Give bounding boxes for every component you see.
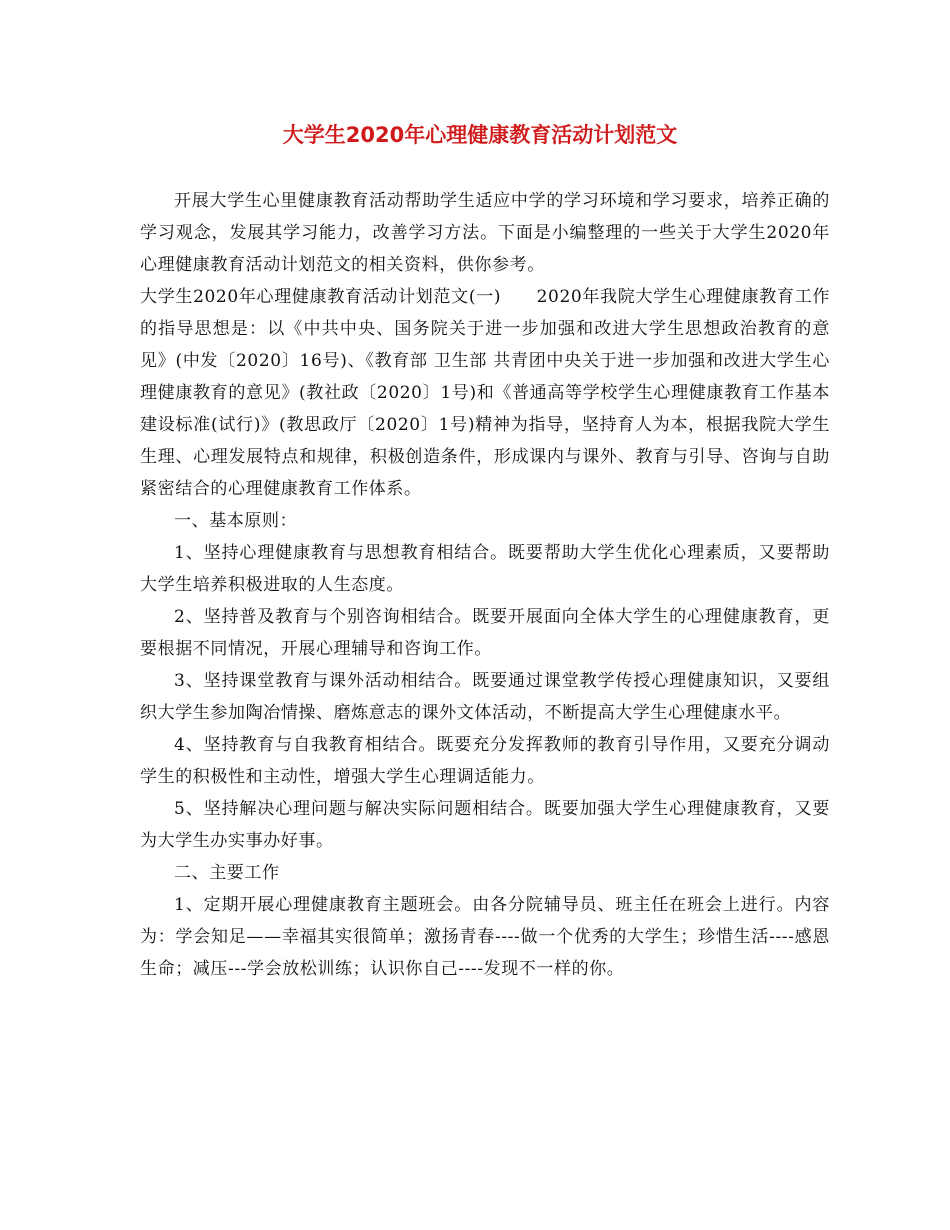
paragraph-principle-5: 5、坚持解决心理问题与解决实际问题相结合。既要加强大学生心理健康教育，又要为大学生办实事办好事。 <box>140 799 830 851</box>
paragraph-principle-2: 2、坚持普及教育与个别咨询相结合。既要开展面向全体大学生的心理健康教育，更要根据不同情况，开展心理辅导和咨询工作。 <box>140 607 830 659</box>
document-title: 大学生2020年心理健康教育活动计划范文 <box>282 123 678 147</box>
paragraph-principle-3: 3、坚持课堂教育与课外活动相结合。既要通过课堂教学传授心理健康知识，又要组织大学生参加陶冶情操、磨炼意志的课外文体活动，不断提高大学生心理健康水平。 <box>140 671 830 723</box>
paragraph-principle-4: 4、坚持教育与自我教育相结合。既要充分发挥教师的教育引导作用，又要充分调动学生的积极性和主动性，增强大学生心理调适能力。 <box>140 735 830 787</box>
paragraph-work-1: 1、定期开展心理健康教育主题班会。由各分院辅导员、班主任在班会上进行。内容为：学会知足——幸福其实很简单；激扬青春----做一个优秀的大学生；珍惜生活----感恩生命；减压---学会放松训练；认识你自己----发现不一样的你。 <box>140 895 830 979</box>
paragraph-principle-1: 1、坚持心理健康教育与思想教育相结合。既要帮助大学生优化心理素质，又要帮助大学生培养积极进取的人生态度。 <box>140 543 830 595</box>
paragraph-intro: 开展大学生心里健康教育活动帮助学生适应中学的学习环境和学习要求，培养正确的学习观念，发展其学习能力，改善学习方法。下面是小编整理的一些关于大学生2020年心理健康教育活动计划范文的相关资料，供你参考。 <box>140 191 830 275</box>
section-heading-principles: 一、基本原则： <box>174 511 298 531</box>
section-heading-main-work: 二、主要工作 <box>174 863 280 883</box>
document-body <box>140 185 830 985</box>
paragraph-guiding-thought: 大学生2020年心理健康教育活动计划范文(一) 2020年我院大学生心理健康教育工作的指导思想是：以《中共中央、国务院关于进一步加强和改进大学生思想政治教育的意见》(中发〔2020〕16号)、《教育部 卫生部 共青团中央关于进一步加强和改进大学生心理健康教育的意见》(教社政〔2020〕1号)和《普通高等学校学生心理健康教育工作基本建设标准(试行)》(教思政厅〔2020〕1号)精神为指导，坚持育人为本，根据我院大学生生理、心理发展特点和规律，积极创造条件，形成课内与课外、教育与引导、咨询与自助紧密结合的心理健康教育工作体系。 <box>140 287 830 499</box>
